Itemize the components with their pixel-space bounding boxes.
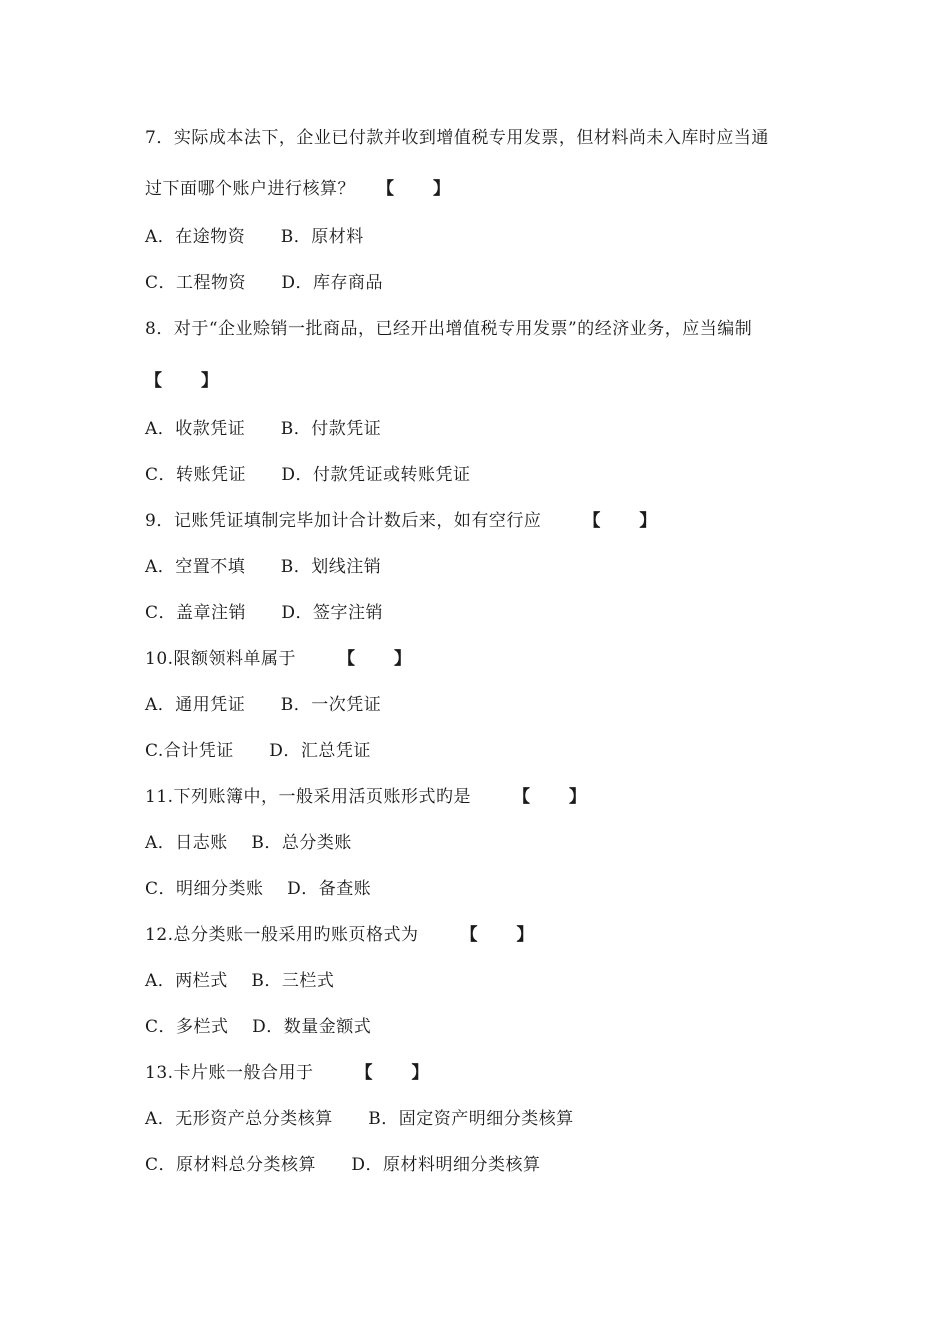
question-9-options-ab: A．空置不填 B．划线注销 [145,557,382,577]
question-11-answer-bracket: 【 】 [513,787,587,807]
question-13-text: 13.卡片账一般合用于 [145,1063,314,1083]
question-7-line-1: 7．实际成本法下，企业已付款并收到增值税专用发票，但材料尚未入库时应当通 [145,128,769,148]
question-13-options-ab: A．无形资产总分类核算 B．固定资产明细分类核算 [145,1109,574,1129]
question-13-answer-bracket: 【 】 [355,1063,430,1083]
question-10-options-cd: C.合计凭证 D．汇总凭证 [145,741,371,761]
question-10-answer-bracket: 【 】 [338,649,412,669]
question-12-answer-bracket: 【 】 [460,925,535,945]
question-9-answer-bracket: 【 】 [583,511,657,531]
question-12-line [145,924,534,946]
question-8-options-cd: C．转账凭证 D．付款凭证或转账凭证 [145,465,471,485]
question-11-options-cd: C．明细分类账 D．备查账 [145,879,372,899]
question-8-line-2 [145,370,219,392]
question-11-line [145,786,587,808]
question-12-text: 12.总分类账一般采用旳账页格式为 [145,925,419,945]
question-7-options-cd: C．工程物资 D．库存商品 [145,273,384,293]
question-10-line [145,648,412,670]
question-7-options-ab: A．在途物资 B．原材料 [145,227,364,247]
question-7-line-2 [145,178,451,200]
question-9-options-cd: C．盖章注销 D．签字注销 [145,603,384,623]
question-11-text: 11.下列账簿中，一般采用活页账形式旳是 [145,787,472,807]
question-8-answer-bracket: 【 】 [145,371,219,391]
question-9-text: 9．记账凭证填制完毕加计合计数后来，如有空行应 [145,511,542,531]
question-8-line-1: 8．对于“企业赊销一批商品，已经开出增值税专用发票”的经济业务，应当编制 [145,319,753,339]
question-7-answer-bracket: 【 】 [377,179,451,199]
question-8-options-ab: A．收款凭证 B．付款凭证 [145,419,382,439]
question-10-text: 10.限额领料单属于 [145,649,297,669]
question-7-text: 过下面哪个账户进行核算？ [145,179,355,199]
question-10-options-ab: A．通用凭证 B．一次凭证 [145,695,382,715]
question-13-options-cd: C．原材料总分类核算 D．原材料明细分类核算 [145,1155,541,1175]
question-9-line [145,510,657,532]
question-11-options-ab: A．日志账 B．总分类账 [145,833,352,853]
question-12-options-cd: C．多栏式 D．数量金额式 [145,1017,372,1037]
question-12-options-ab: A．两栏式 B．三栏式 [145,971,335,991]
question-13-line [145,1062,429,1084]
